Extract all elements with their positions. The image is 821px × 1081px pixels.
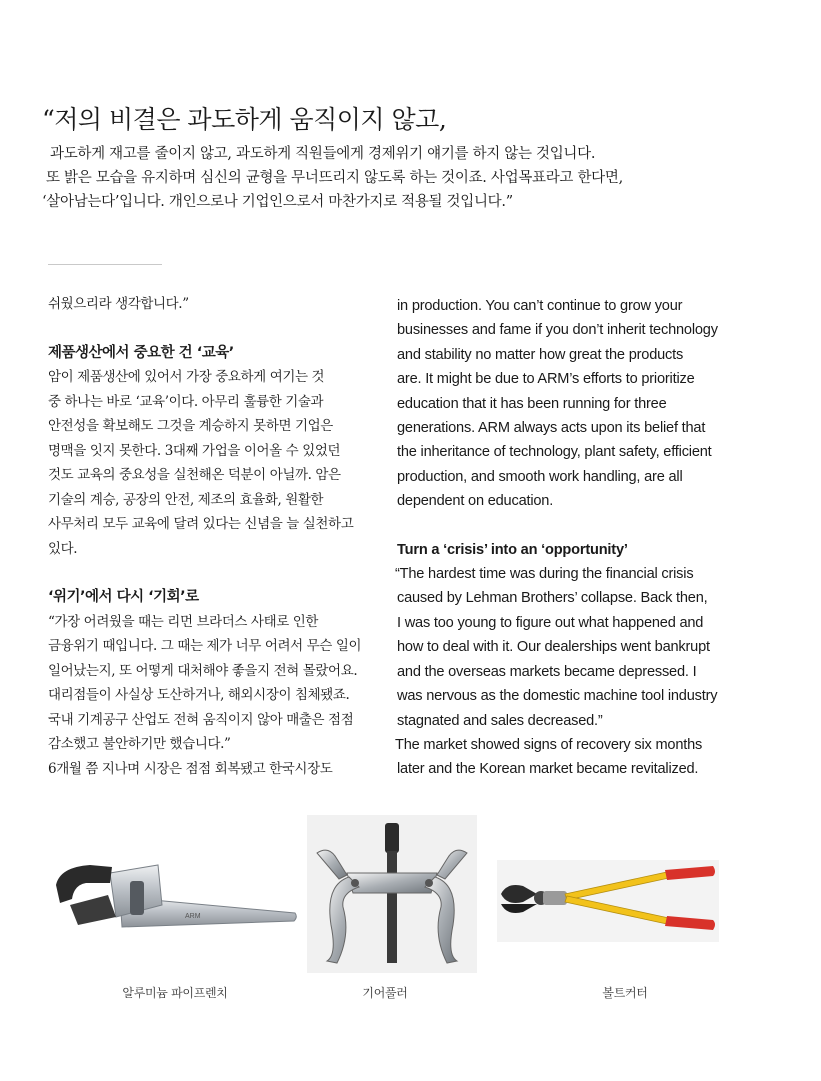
paragraph-line: production, and smooth work handling, are all [397,468,683,485]
caption-bolt-cutter: 볼트커터 [602,986,648,1000]
paragraph-line: education that it has been running for three [397,395,667,412]
caption-pipe-wrench: 알루미늄 파이프렌치 [122,986,228,1000]
paragraph-line: and stability no matter how great the products [397,346,684,363]
paragraph-line: 중 하나는 바로 ‘교육’이다. 아무리 훌륭한 기술과 [48,393,324,410]
korean-intro: 쉬웠으리라 생각합니다.” [48,296,189,312]
paragraph-line: generations. ARM always acts upon its belief that [397,420,706,437]
paragraph-line: 기술의 계승, 공장의 안전, 제조의 효율화, 원활한 [48,491,324,508]
paragraph-line: how to deal with it. Our dealerships went bankrupt [397,639,710,656]
paragraph-line: in production. You can’t continue to grow your [397,298,683,314]
paragraph-line: and the overseas markets became depressed. I [397,663,697,680]
paragraph-line: “가장 어려웠을 때는 리먼 브라더스 사태로 인한 [48,613,319,630]
paragraph-line: 국내 기계공구 산업도 전혀 움직이지 않아 매출은 점점 [48,711,354,728]
paragraph-line: 6개월 쯤 지나며 시장은 점점 회복됐고 한국시장도 [48,760,333,777]
paragraph-line: 암이 제품생산에 있어서 가장 중요하게 여기는 것 [48,369,325,385]
section-heading-education: 제품생산에서 중요한 건 ‘교육’ [48,344,234,361]
korean-column [48,292,378,781]
pipe-wrench-icon [50,855,300,945]
paragraph-line: “The hardest time was during the financial crisis [395,566,694,583]
paragraph-line: 안전성을 확보해도 그것을 계승하지 못하면 기업은 [48,418,333,434]
pull-quote-body [42,142,802,214]
paragraph-line: later and the Korean market became revitalized. [397,761,699,778]
pull-quote-line: ‘살아남는다’입니다. 개인으로나 기업인으로서 마찬가지로 적용될 것입니다.” [42,194,513,210]
paragraph-line: dependent on education. [397,493,554,510]
paragraph-line: caused by Lehman Brothers’ collapse. Back then, [397,590,708,607]
paragraph-line: was nervous as the domestic machine tool industry [397,688,718,705]
paragraph-line: the inheritance of technology, plant safety, efficient [397,444,712,461]
gear-puller-photo [307,815,477,973]
paragraph-line: 대리점들이 사실상 도산하거나, 해외시장이 침체됐죠. [48,687,350,703]
gear-puller-icon [307,815,477,973]
paragraph-line: 있다. [48,540,78,557]
paragraph-line: 것도 교육의 중요성을 실천해온 덕분이 아닐까. 암은 [48,467,341,483]
section-heading-opportunity: Turn a ‘crisis’ into an ‘opportunity’ [397,541,628,558]
pull-quote-line: 또 밝은 모습을 유지하며 심신의 균형을 무너뜨리지 않도록 하는 것이죠. 사업목표라고 한다면, [46,170,623,186]
divider-rule [48,264,162,265]
paragraph-line: stagnated and sales decreased.” [397,712,603,729]
caption-gear-puller: 기어풀러 [362,986,408,1000]
english-column [397,294,777,782]
paragraph-line: I was too young to figure out what happened and [397,614,704,631]
svg-text:ARM: ARM [185,913,201,920]
paragraph-line: 금융위기 때입니다. 그 때는 제가 너무 어려서 무슨 일이 [48,638,362,654]
paragraph-line: 일어났는지, 또 어떻게 대처해야 좋을지 전혀 몰랐어요. [48,662,358,679]
bolt-cutter-icon [497,860,719,942]
paragraph-line: 감소했고 불안하기만 했습니다.” [48,736,231,752]
section-heading-crisis: ‘위기’에서 다시 ‘기회’로 [48,589,199,605]
paragraph-line: 명맥을 잇지 못한다. 3대째 가업을 이어올 수 있었던 [48,442,341,459]
paragraph-line: 사무처리 모두 교육에 달려 있다는 신념을 늘 실천하고 [48,516,354,532]
paragraph-line: are. It might be due to ARM’s efforts to prioritize [397,371,695,388]
pull-quote-headline: “저의 비결은 과도하게 움직이지 않고, [42,105,447,134]
pull-quote-line: 과도하게 재고를 줄이지 않고, 과도하게 직원들에게 경제위기 얘기를 하지 않는 것입니다. [50,146,596,162]
bolt-cutter-photo [497,860,719,942]
paragraph-line: businesses and fame if you don’t inherit technology [397,322,718,339]
paragraph-line: The market showed signs of recovery six months [395,736,703,753]
pipe-wrench-photo [50,855,300,945]
